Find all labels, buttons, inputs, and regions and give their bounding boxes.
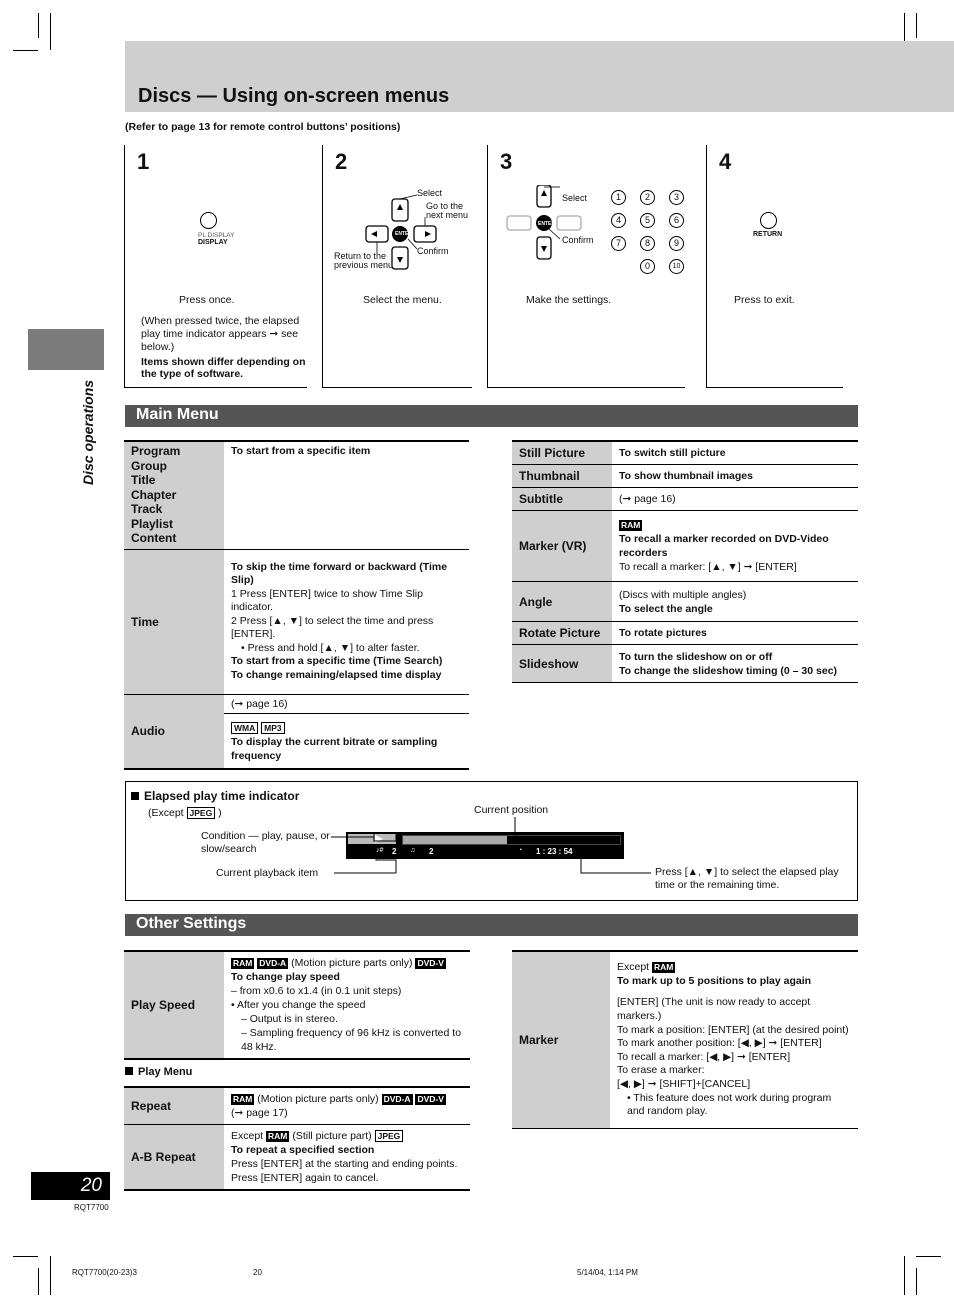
select-label: Select <box>562 193 588 203</box>
step-caption: Press once. <box>179 294 235 306</box>
menu-row-desc: (Discs with multiple angles) To select the angle <box>612 582 858 622</box>
play-menu-table <box>124 1086 470 1191</box>
format-tag: JPEG <box>187 807 216 819</box>
format-tag: RAM <box>621 520 641 530</box>
format-tag: DVD-A <box>383 1094 411 1104</box>
format-tag: RAM <box>654 962 674 973</box>
step-note: (When pressed twice, the elapsed play time indicator appears ➞ see below.) <box>141 315 300 353</box>
page-title: Discs — Using on-screen menus <box>138 85 450 107</box>
step-3 <box>487 145 686 388</box>
enter-label: ENTER <box>538 221 555 227</box>
main-menu-table-right <box>512 440 858 683</box>
go-next-label: Go to the next menu <box>426 201 469 220</box>
display-button-icon <box>200 212 217 229</box>
file-name: RQT7700(20-23)3 <box>72 1268 137 1277</box>
menu-row <box>124 694 469 769</box>
menu-row-desc: To skip the time forward or backward (Time Slip) 1 Press [ENTER] twice to show Time Slip indicator. 2 Press [▲, ▼] to select the time and press [ENTER]. • Press and hold [▲, ▼] to alter faster. To start from a specific time (Time Search) To change remaining/elapsed time display <box>224 549 469 694</box>
step-number: 3 <box>500 149 513 174</box>
section-title: Main Menu <box>136 406 219 423</box>
menu-row <box>512 441 858 465</box>
button-label: RETURN <box>753 231 783 238</box>
key-0: 0 <box>640 259 655 274</box>
format-tag: JPEG <box>375 1130 404 1142</box>
step-1 <box>124 145 308 388</box>
play-speed-table <box>124 950 470 1060</box>
key-7: 7 <box>611 236 626 251</box>
play-menu-title: Play Menu <box>125 1066 192 1078</box>
key-6: 6 <box>669 213 684 228</box>
button-label: DISPLAY <box>198 239 228 246</box>
print-date: 5/14/04, 1:14 PM <box>577 1268 638 1277</box>
item-number: 2 <box>392 847 397 856</box>
current-item-label: Current playback item <box>216 867 319 879</box>
format-tag: DVD-A <box>259 958 287 968</box>
format-tag: WMA <box>231 722 258 734</box>
step-number: 4 <box>719 149 732 174</box>
menu-row-desc: Except RAM (Still picture part) JPEG To repeat a specified section Press [ENTER] at the starting and ending points. Press [ENTER] again to cancel. <box>224 1125 470 1191</box>
side-label: Disc operations <box>80 379 96 485</box>
elapsed-title: Elapsed play time indicator <box>131 789 299 803</box>
confirm-label: Confirm <box>562 235 594 245</box>
main-menu-table-left <box>124 440 469 770</box>
menu-row <box>512 511 858 582</box>
menu-row <box>124 951 470 1059</box>
format-tag: RAM <box>233 1094 253 1104</box>
step-caption: Make the settings. <box>526 294 612 306</box>
menu-row <box>512 622 858 645</box>
step-caption: Press to exit. <box>734 294 795 306</box>
menu-row-label: Angle <box>512 582 612 622</box>
track-icon: ♪# <box>376 847 384 854</box>
menu-row <box>512 645 858 683</box>
menu-row-desc: RAM (Motion picture parts only) DVD-A DVD-V (➞ page 17) <box>224 1087 470 1125</box>
key-5: 5 <box>640 213 655 228</box>
menu-row <box>512 488 858 511</box>
menu-row-desc: To show thumbnail images <box>612 465 858 488</box>
menu-row-label: Thumbnail <box>512 465 612 488</box>
key-4: 4 <box>611 213 626 228</box>
reference-note: (Refer to page 13 for remote control buttons’ positions) <box>125 121 401 133</box>
confirm-label: Confirm <box>417 246 449 256</box>
menu-row-label: Marker <box>512 951 610 1129</box>
section-title: Other Settings <box>136 915 247 932</box>
menu-row <box>512 465 858 488</box>
menu-row-desc: To rotate pictures <box>612 622 858 645</box>
elapsed-time: 1 : 23 : 54 <box>536 847 573 856</box>
step-2 <box>322 145 473 388</box>
menu-row-desc: To turn the slideshow on or off To change the slideshow timing (0 – 30 sec) <box>612 645 858 683</box>
step-number: 2 <box>335 149 348 174</box>
menu-row-desc: (➞ page 16) WMA MP3 To display the current bitrate or sampling frequency <box>224 694 469 769</box>
menu-row-label: Audio <box>124 694 224 769</box>
callout-lines <box>126 782 857 900</box>
menu-row-label: A-B Repeat <box>124 1125 224 1191</box>
menu-row-label: Marker (VR) <box>512 511 612 582</box>
menu-row <box>124 549 469 694</box>
press-note: Press [▲, ▼] to select the elapsed play time or the remaining time. <box>655 866 839 891</box>
menu-row-desc: (➞ page 16) <box>612 488 858 511</box>
menu-row <box>124 1125 470 1191</box>
menu-row-label: Program Group Title Chapter Track Playlist Content <box>124 441 224 549</box>
menu-row-label: Repeat <box>124 1087 224 1125</box>
menu-row-desc: To switch still picture <box>612 441 858 465</box>
key-8: 8 <box>640 236 655 251</box>
elapsed-indicator-box <box>125 781 858 901</box>
marker-table <box>512 950 858 1129</box>
menu-row-label: Time <box>124 549 224 694</box>
select-label: Select <box>417 188 443 198</box>
main-menu-bar <box>125 405 858 427</box>
button-sublabel: PL DISPLAY <box>198 232 235 239</box>
format-tag: RAM <box>233 958 253 968</box>
menu-row <box>512 951 858 1129</box>
menu-row-label: Still Picture <box>512 441 612 465</box>
return-previous-label: Return to the previous menu <box>334 251 394 270</box>
side-tab <box>28 329 104 370</box>
menu-row-label: Play Speed <box>124 951 224 1059</box>
format-tag: DVD-V <box>417 958 444 968</box>
elapsed-except: (Except JPEG ) <box>148 807 222 819</box>
step-number: 1 <box>137 149 150 174</box>
menu-row <box>124 1087 470 1125</box>
key-2: 2 <box>640 190 655 205</box>
menu-row-desc: RAM To recall a marker recorded on DVD-Video recorders To recall a marker: [▲, ▼] ➞ [ENTER] <box>612 511 858 582</box>
format-tag: DVD-V <box>417 1094 444 1104</box>
menu-row-desc: RAM DVD-A (Motion picture parts only) DVD-V To change play speed – from x0.6 to x1.4 (in 0.1 unit steps) • After you change the speed – Output is in stereo. – Sampling frequency of 96 kHz is converted to 48 kHz. <box>224 951 470 1059</box>
menu-row-desc: To start from a specific item <box>224 441 469 549</box>
menu-row <box>512 582 858 622</box>
key-3: 3 <box>669 190 684 205</box>
group-icon: ♫ <box>410 847 416 854</box>
key-9: 9 <box>669 236 684 251</box>
step-caption: Select the menu. <box>363 294 442 306</box>
current-position-label: Current position <box>474 804 549 816</box>
format-tag: RAM <box>268 1131 288 1141</box>
condition-label: Condition — play, pause, or slow/search <box>201 830 330 855</box>
menu-row-label: Slideshow <box>512 645 612 683</box>
enter-label: ENTER <box>395 231 412 237</box>
return-button-icon <box>760 212 777 229</box>
key-1: 1 <box>611 190 626 205</box>
step-note-bold: Items shown differ depending on the type of software. <box>141 356 306 380</box>
menu-row <box>124 441 469 549</box>
model-code: RQT7700 <box>74 1203 109 1212</box>
menu-row-desc: Except RAM To mark up to 5 positions to play again [ENTER] (The unit is now ready to accept markers.) To mark a position: [ENTER] (at the desired point) To mark another position: [◀, ▶] ➞ [ENTER] To recall a marker: [◀, ▶] ➞ [ENTER] To erase a marker: [◀, ▶] ➞ [SHIFT]+[CANCEL] • This feature does not work during program and random play. <box>610 951 858 1129</box>
menu-row-label: Subtitle <box>512 488 612 511</box>
format-tag: MP3 <box>261 722 284 734</box>
step-4 <box>706 145 844 388</box>
page-number: 20 <box>31 1172 110 1200</box>
clock-icon: ◔ <box>518 847 523 854</box>
menu-row-label: Rotate Picture <box>512 622 612 645</box>
footer-page: 20 <box>253 1268 262 1277</box>
other-settings-bar <box>125 914 858 936</box>
group-number: 2 <box>429 847 434 856</box>
key-10: 10 <box>669 259 684 274</box>
